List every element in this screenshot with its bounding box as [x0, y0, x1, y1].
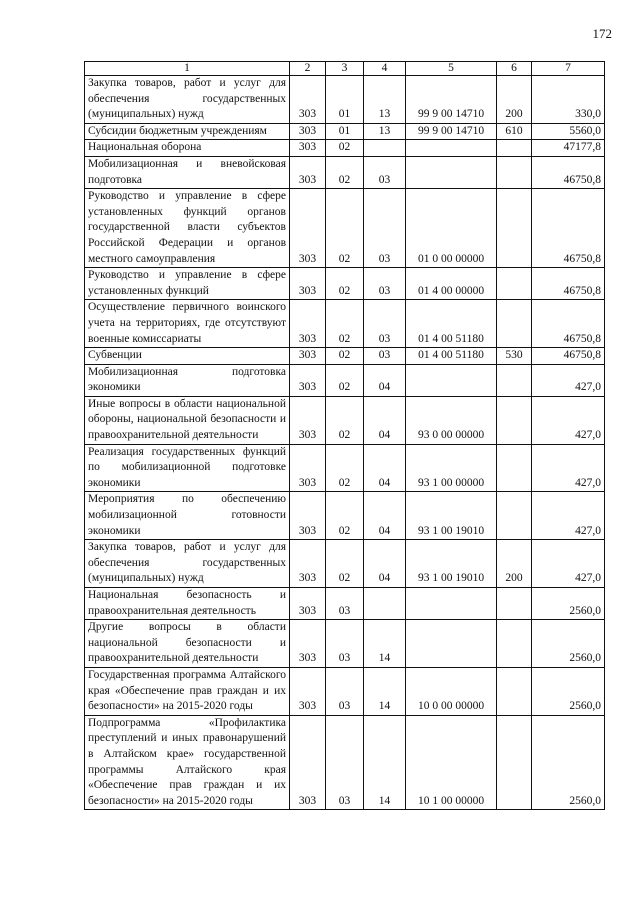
- row-expense-type: [497, 140, 532, 157]
- row-section: 02: [326, 492, 364, 540]
- row-expense-type: [497, 268, 532, 300]
- row-code: 303: [290, 540, 326, 588]
- row-code: 303: [290, 140, 326, 157]
- row-subsection: 14: [364, 715, 406, 810]
- table-row: [85, 189, 605, 268]
- row-name: Руководство и управление в сфере установленных функций: [85, 268, 290, 300]
- row-section: 03: [326, 620, 364, 668]
- row-expense-type: 200: [497, 76, 532, 124]
- row-section: 03: [326, 588, 364, 620]
- row-section: 02: [326, 268, 364, 300]
- row-subsection: 04: [364, 444, 406, 492]
- table-row: [85, 588, 605, 620]
- budget-table: [84, 61, 605, 810]
- row-expense-type: [497, 189, 532, 268]
- header-cell: 5: [406, 62, 497, 76]
- row-expense-type: [497, 300, 532, 348]
- row-expense-type: [497, 588, 532, 620]
- row-name: Закупка товаров, работ и услуг для обеспечения государственных (муниципальных) нужд: [85, 76, 290, 124]
- row-name: Государственная программа Алтайского края «Обеспечение прав граждан и их безопасности» на 2015-2020 годы: [85, 667, 290, 715]
- row-expense-type: [497, 364, 532, 396]
- table-row: [85, 348, 605, 365]
- row-amount: 46750,8: [532, 348, 605, 365]
- row-code: 303: [290, 620, 326, 668]
- table-row: [85, 123, 605, 140]
- row-subsection: 03: [364, 156, 406, 188]
- row-code: 303: [290, 444, 326, 492]
- row-code: 303: [290, 667, 326, 715]
- row-target-code: [406, 588, 497, 620]
- row-section: 02: [326, 540, 364, 588]
- row-code: 303: [290, 268, 326, 300]
- row-name: Мобилизационная подготовка экономики: [85, 364, 290, 396]
- row-amount: 2560,0: [532, 588, 605, 620]
- table-row: [85, 140, 605, 157]
- row-amount: 427,0: [532, 444, 605, 492]
- row-code: 303: [290, 364, 326, 396]
- row-section: 02: [326, 300, 364, 348]
- row-name: Руководство и управление в сфере установленных функций органов государственной власти субъектов Российской Федерации и органов местного самоуправления: [85, 189, 290, 268]
- row-amount: 2560,0: [532, 667, 605, 715]
- row-target-code: 10 0 00 00000: [406, 667, 497, 715]
- row-target-code: [406, 140, 497, 157]
- row-amount: 330,0: [532, 76, 605, 124]
- table-row: [85, 444, 605, 492]
- row-subsection: 04: [364, 540, 406, 588]
- row-code: 303: [290, 492, 326, 540]
- row-name: Осуществление первичного воинского учета на территориях, где отсутствуют военные комиссариаты: [85, 300, 290, 348]
- page-number: 172: [592, 26, 612, 41]
- row-subsection: 14: [364, 667, 406, 715]
- row-subsection: [364, 588, 406, 620]
- row-target-code: 99 9 00 14710: [406, 76, 497, 124]
- row-name: Национальная оборона: [85, 140, 290, 157]
- row-expense-type: 610: [497, 123, 532, 140]
- row-expense-type: 530: [497, 348, 532, 365]
- row-target-code: [406, 156, 497, 188]
- row-section: 02: [326, 140, 364, 157]
- row-name: Реализация государственных функций по мобилизационной подготовке экономики: [85, 444, 290, 492]
- row-name: Национальная безопасность и правоохранительная деятельность: [85, 588, 290, 620]
- row-amount: 427,0: [532, 492, 605, 540]
- row-expense-type: [497, 715, 532, 810]
- header-cell: 6: [497, 62, 532, 76]
- table-row: [85, 268, 605, 300]
- row-subsection: [364, 140, 406, 157]
- row-code: 303: [290, 156, 326, 188]
- table-row: [85, 667, 605, 715]
- row-amount: 427,0: [532, 540, 605, 588]
- row-name: Иные вопросы в области национальной обороны, национальной безопасности и правоохранительной деятельности: [85, 396, 290, 444]
- row-code: 303: [290, 123, 326, 140]
- row-expense-type: 200: [497, 540, 532, 588]
- row-subsection: 03: [364, 189, 406, 268]
- row-name: Подпрограмма «Профилактика преступлений и иных правонарушений в Алтайском крае» государственной программы Алтайского края «Обеспечение прав граждан и их безопасности» на 2015-2020 годы: [85, 715, 290, 810]
- row-amount: 46750,8: [532, 268, 605, 300]
- row-subsection: 14: [364, 620, 406, 668]
- row-code: 303: [290, 76, 326, 124]
- row-expense-type: [497, 620, 532, 668]
- row-target-code: 99 9 00 14710: [406, 123, 497, 140]
- header-cell: 7: [532, 62, 605, 76]
- row-expense-type: [497, 667, 532, 715]
- row-subsection: 03: [364, 268, 406, 300]
- row-expense-type: [497, 156, 532, 188]
- header-cell: 3: [326, 62, 364, 76]
- table-row: [85, 620, 605, 668]
- row-section: 02: [326, 444, 364, 492]
- row-amount: 46750,8: [532, 300, 605, 348]
- row-expense-type: [497, 492, 532, 540]
- row-target-code: 01 4 00 51180: [406, 348, 497, 365]
- row-amount: 427,0: [532, 396, 605, 444]
- row-name: Закупка товаров, работ и услуг для обеспечения государственных (муниципальных) нужд: [85, 540, 290, 588]
- row-name: Субсидии бюджетным учреждениям: [85, 123, 290, 140]
- row-section: 02: [326, 348, 364, 365]
- row-target-code: [406, 620, 497, 668]
- row-amount: 46750,8: [532, 156, 605, 188]
- row-subsection: 04: [364, 396, 406, 444]
- row-amount: 2560,0: [532, 620, 605, 668]
- table-row: [85, 715, 605, 810]
- row-amount: 5560,0: [532, 123, 605, 140]
- row-target-code: 93 1 00 19010: [406, 540, 497, 588]
- row-subsection: 03: [364, 348, 406, 365]
- row-section: 01: [326, 76, 364, 124]
- row-target-code: 93 1 00 19010: [406, 492, 497, 540]
- row-subsection: 13: [364, 123, 406, 140]
- row-section: 03: [326, 715, 364, 810]
- header-cell: 2: [290, 62, 326, 76]
- row-code: 303: [290, 396, 326, 444]
- table-row: [85, 300, 605, 348]
- row-code: 303: [290, 588, 326, 620]
- row-target-code: 01 4 00 51180: [406, 300, 497, 348]
- row-name: Другие вопросы в области национальной безопасности и правоохранительной деятельности: [85, 620, 290, 668]
- row-target-code: 93 1 00 00000: [406, 444, 497, 492]
- table-row: [85, 156, 605, 188]
- table-row: [85, 396, 605, 444]
- row-code: 303: [290, 715, 326, 810]
- row-section: 02: [326, 364, 364, 396]
- table-row: [85, 492, 605, 540]
- row-name: Субвенции: [85, 348, 290, 365]
- row-section: 01: [326, 123, 364, 140]
- row-amount: 47177,8: [532, 140, 605, 157]
- row-subsection: 04: [364, 492, 406, 540]
- row-section: 03: [326, 667, 364, 715]
- row-amount: 46750,8: [532, 189, 605, 268]
- row-name: Мобилизационная и вневойсковая подготовка: [85, 156, 290, 188]
- row-section: 02: [326, 189, 364, 268]
- table-row: [85, 364, 605, 396]
- row-section: 02: [326, 156, 364, 188]
- row-expense-type: [497, 444, 532, 492]
- header-cell: 4: [364, 62, 406, 76]
- row-target-code: 01 4 00 00000: [406, 268, 497, 300]
- table-row: [85, 76, 605, 124]
- table-header-row: [85, 62, 605, 76]
- row-subsection: 03: [364, 300, 406, 348]
- row-subsection: 13: [364, 76, 406, 124]
- row-name: Мероприятия по обеспечению мобилизационной готовности экономики: [85, 492, 290, 540]
- row-code: 303: [290, 189, 326, 268]
- row-amount: 2560,0: [532, 715, 605, 810]
- row-amount: 427,0: [532, 364, 605, 396]
- row-code: 303: [290, 348, 326, 365]
- row-subsection: 04: [364, 364, 406, 396]
- row-target-code: 10 1 00 00000: [406, 715, 497, 810]
- row-section: 02: [326, 396, 364, 444]
- row-code: 303: [290, 300, 326, 348]
- header-cell: 1: [85, 62, 290, 76]
- row-target-code: 01 0 00 00000: [406, 189, 497, 268]
- row-expense-type: [497, 396, 532, 444]
- table-row: [85, 540, 605, 588]
- row-target-code: 93 0 00 00000: [406, 396, 497, 444]
- row-target-code: [406, 364, 497, 396]
